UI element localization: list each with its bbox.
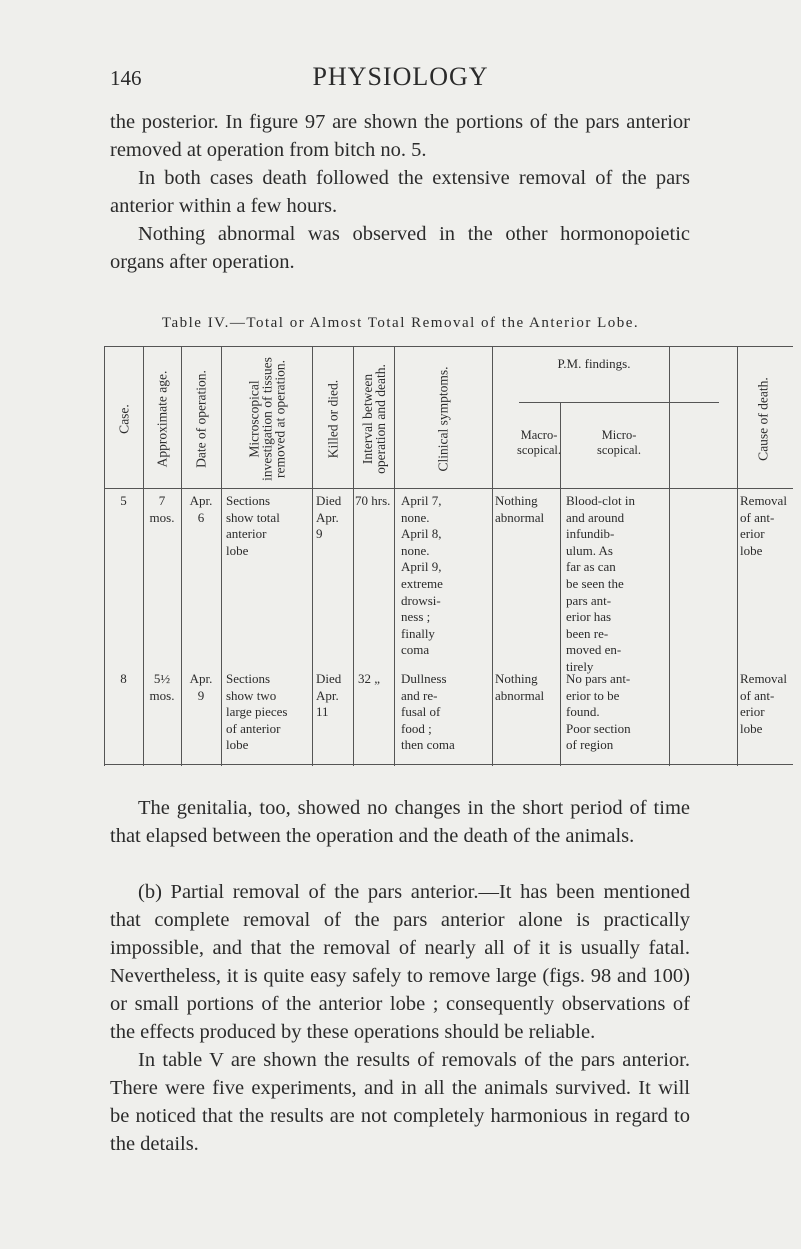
paragraph: [110, 878, 690, 1046]
cell-killed: Died Apr. 9: [316, 493, 342, 542]
running-header: [0, 62, 801, 102]
cell-microscopical: Blood-clot in and around infundib- ulum. As far as can be seen the pars ant- erior has been re- moved en- tirely: [566, 493, 635, 674]
table-top-rule: [104, 346, 793, 347]
header-rule: [104, 488, 793, 489]
header-killed: Killed or died.: [325, 379, 340, 459]
cell-age: 7 mos.: [149, 493, 175, 525]
header-date: Date of operation.: [193, 370, 209, 468]
header-microscopical: Micro- scopical.: [596, 428, 642, 457]
header-interval: Interval between operation and death.: [359, 364, 388, 474]
cell-clinical: Dullness and re- fusal of food ; then coma: [401, 671, 455, 753]
header-pm-findings: P.M. findings.: [557, 356, 631, 371]
paragraph: In table V are shown the results of removals of the pars anterior. There were five experiments, and in all the animals survived. It will be noticed that the results are not completely harmonious in regard to the details.: [110, 1049, 690, 1155]
cell-clinical: April 7, none. April 8, none. April 9, extreme drowsi- ness ; finally coma: [401, 493, 443, 658]
cell-interval: 32 „: [358, 671, 381, 686]
column-rule: [104, 346, 105, 766]
column-rule: [669, 346, 670, 766]
table-bottom-rule: [104, 764, 793, 765]
cell-microscopical: No pars ant- erior to be found. Poor section of region: [566, 671, 631, 753]
cell-case: 8: [120, 671, 127, 686]
running-title: PHYSIOLOGY: [312, 62, 489, 91]
cell-macroscopical: Nothing abnormal: [495, 493, 545, 525]
cell-micro-investigation: Sections show two large pieces of anterior lobe: [226, 671, 288, 753]
paragraph-text: (b) Partial removal of the pars anterior.—It has been mentioned that complete removal of the pars anterior alone is practically impossible, and that the removal of nearly all of it is usually fatal. Nevertheless, it is quite easy safely to remove large (figs. 98 and 100) or small portions of the anterior lobe ; consequently observations of the effects produced by these operations should be reliable.: [110, 881, 690, 1043]
paragraph: Nothing abnormal was observed in the other hormonopoietic organs after operation.: [110, 223, 690, 273]
cell-micro-investigation: Sections show total anterior lobe: [226, 493, 280, 558]
header-micro-investigation: Microscopical investigation of tissues removed at operation.: [246, 357, 287, 481]
header-clinical: Clinical symptoms.: [435, 366, 451, 472]
cell-date: Apr. 9: [189, 671, 213, 703]
cell-interval: 70 hrs.: [355, 493, 391, 508]
cell-killed: Died Apr. 11: [316, 671, 342, 720]
pm-subheader-rule: [519, 402, 719, 403]
cell-cause: Removal of ant- erior lobe: [740, 493, 787, 558]
cell-macroscopical: Nothing abnormal: [495, 671, 545, 703]
paragraph: In both cases death followed the extensive removal of the pars anterior within a few hours.: [110, 167, 690, 217]
cell-cause: Removal of ant- erior lobe: [740, 671, 787, 736]
paragraph: The genitalia, too, showed no changes in the short period of time that elapsed between the operation and the death of the animals.: [110, 797, 690, 847]
header-age: Approximate age.: [154, 370, 170, 468]
page-number: 146: [110, 66, 142, 90]
data-table: [104, 346, 797, 766]
cell-age: 5½ mos.: [149, 671, 175, 703]
header-macroscopical: Macro- scopical.: [516, 428, 562, 457]
column-rule: [492, 346, 493, 766]
header-case: Case.: [116, 404, 131, 434]
header-cause: Cause of death.: [755, 377, 771, 461]
paragraph: the posterior. In figure 97 are shown the portions of the pars anterior removed at operation from bitch no. 5.: [110, 111, 690, 161]
cell-case: 5: [120, 493, 127, 508]
cell-date: Apr. 6: [189, 493, 213, 525]
table-caption: Table IV.—Total or Almost Total Removal of the Anterior Lobe.: [161, 315, 640, 331]
